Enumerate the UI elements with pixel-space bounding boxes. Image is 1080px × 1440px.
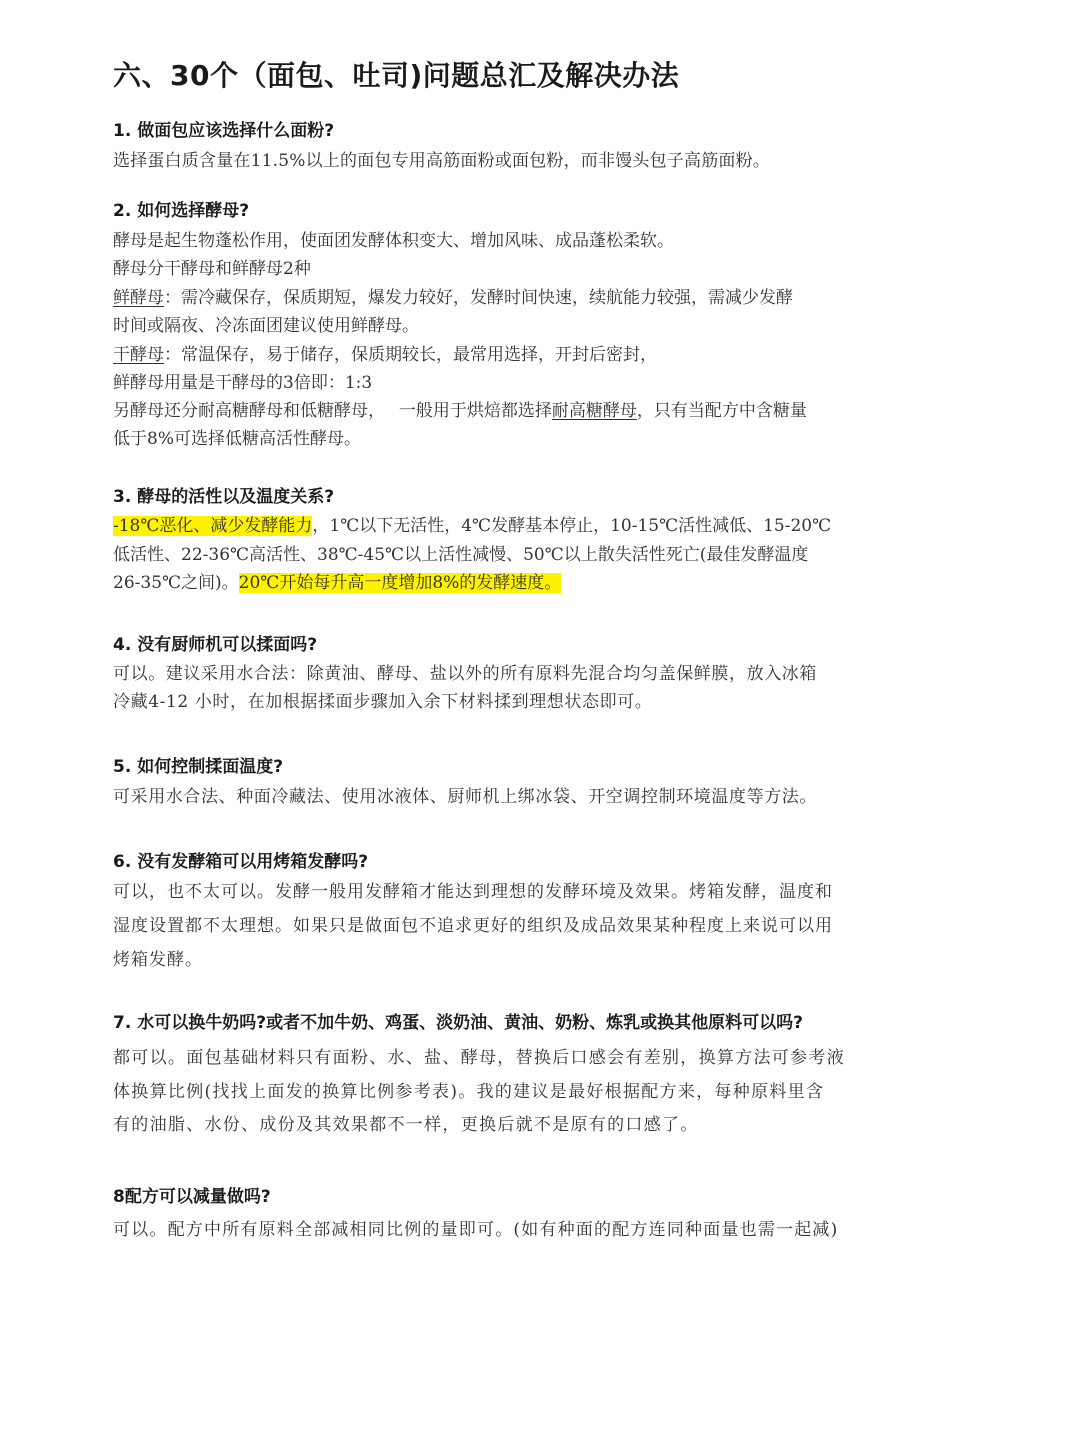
- question-8-heading: 8配方可以减量做吗?: [113, 1187, 271, 1207]
- answer-2-line-8: 低于8%可选择低糖高活性酵母。: [113, 429, 361, 449]
- question-6-heading: 6. 没有发酵箱可以用烤箱发酵吗?: [113, 852, 369, 872]
- answer-6-line-1: 可以，也不太可以。发酵一般用发酵箱才能达到理想的发酵环境及效果。烤箱发酵，温度和: [113, 882, 833, 902]
- answer-3-line-3-a: 26-35℃之间)。: [113, 573, 239, 593]
- term-high-sugar-yeast: 耐高糖酵母: [551, 401, 637, 421]
- highlight-minus-18: -18℃恶化、减少发酵能力: [113, 516, 313, 536]
- page-title: 六、30个（面包、吐司)问题总汇及解决办法: [113, 59, 680, 92]
- answer-2-line-6: 鲜酵母用量是干酵母的3倍即：1:3: [113, 373, 373, 393]
- answer-8-line-1: 可以。配方中所有原料全部减相同比例的量即可。(如有种面的配方连同种面量也需一起减): [113, 1220, 839, 1240]
- answer-6-line-2: 湿度设置都不太理想。如果只是做面包不追求更好的组织及成品效果某种程度上来说可以用: [113, 916, 833, 936]
- answer-7-line-3: 有的油脂、水份、成份及其效果都不一样，更换后就不是原有的口感了。: [113, 1115, 699, 1135]
- answer-2-line-5-rest: ：常温保存，易于储存，保质期较长，最常用选择，开封后密封，: [164, 345, 657, 365]
- answer-3-line-1: [113, 511, 831, 536]
- answer-2-line-2: 酵母分干酵母和鲜酵母2种: [113, 259, 311, 279]
- answer-5-line-1: 可采用水合法、种面冷藏法、使用冰液体、厨师机上绑冰袋、开空调控制环境温度等方法。: [113, 787, 817, 807]
- answer-4-line-1: 可以。建议采用水合法：除黄油、酵母、盐以外的所有原料先混合均匀盖保鲜膜，放入冰箱: [113, 664, 817, 684]
- question-5-heading: 5. 如何控制揉面温度?: [113, 757, 284, 777]
- answer-2-line-3-rest: ：需冷藏保存，保质期短，爆发力较好，发酵时间快速，续航能力较强，需减少发酵: [164, 288, 793, 308]
- question-4-heading: 4. 没有厨师机可以揉面吗?: [113, 635, 318, 655]
- answer-2-line-7-b: ，只有当配方中含糖量: [636, 401, 807, 421]
- answer-2-line-1: 酵母是起生物蓬松作用，使面团发酵体积变大、增加风味、成品蓬松柔软。: [113, 231, 674, 251]
- answer-7-line-2: 体换算比例(找找上面发的换算比例参考表)。我的建议是最好根据配方来，每种原料里含: [113, 1082, 825, 1102]
- question-2-heading: 2. 如何选择酵母?: [113, 201, 250, 221]
- answer-3-line-3: [113, 568, 561, 593]
- term-fresh-yeast: 鲜酵母: [113, 288, 164, 308]
- highlight-8-percent: 20℃开始每升高一度增加8%的发酵速度。: [238, 573, 562, 593]
- answer-2-line-3: [113, 283, 793, 308]
- answer-2-line-7-a: 另酵母还分耐高糖酵母和低糖酵母， 一般用于烘焙都选择: [113, 401, 552, 421]
- answer-1-line-1: 选择蛋白质含量在11.5%以上的面包专用高筋面粉或面包粉，而非馒头包子高筋面粉。: [113, 151, 771, 171]
- answer-3-line-2: 低活性、22-36℃高活性、38℃-45℃以上活性减慢、50℃以上散失活性死亡(最佳发酵温度: [113, 545, 809, 565]
- question-3-heading: 3. 酵母的活性以及温度关系?: [113, 487, 335, 507]
- answer-2-line-5: [113, 340, 657, 365]
- question-1-heading: 1. 做面包应该选择什么面粉?: [113, 121, 335, 141]
- answer-6-line-3: 烤箱发酵。: [113, 950, 203, 970]
- answer-3-line-1-rest: ，1℃以下无活性，4℃发酵基本停止，10-15℃活性减低、15-20℃: [312, 516, 832, 536]
- term-dry-yeast: 干酵母: [113, 345, 164, 365]
- answer-2-line-4: 时间或隔夜、冷冻面团建议使用鲜酵母。: [113, 316, 419, 336]
- answer-2-line-7: [113, 396, 807, 421]
- question-7-heading: 7. 水可以换牛奶吗?或者不加牛奶、鸡蛋、淡奶油、黄油、奶粉、炼乳或换其他原料可以吗?: [113, 1013, 803, 1033]
- answer-7-line-1: 都可以。面包基础材料只有面粉、水、盐、酵母，替换后口感会有差别，换算方法可参考液: [113, 1048, 845, 1068]
- answer-4-line-2: 冷藏4-12 小时，在加根据揉面步骤加入余下材料揉到理想状态即可。: [113, 692, 653, 712]
